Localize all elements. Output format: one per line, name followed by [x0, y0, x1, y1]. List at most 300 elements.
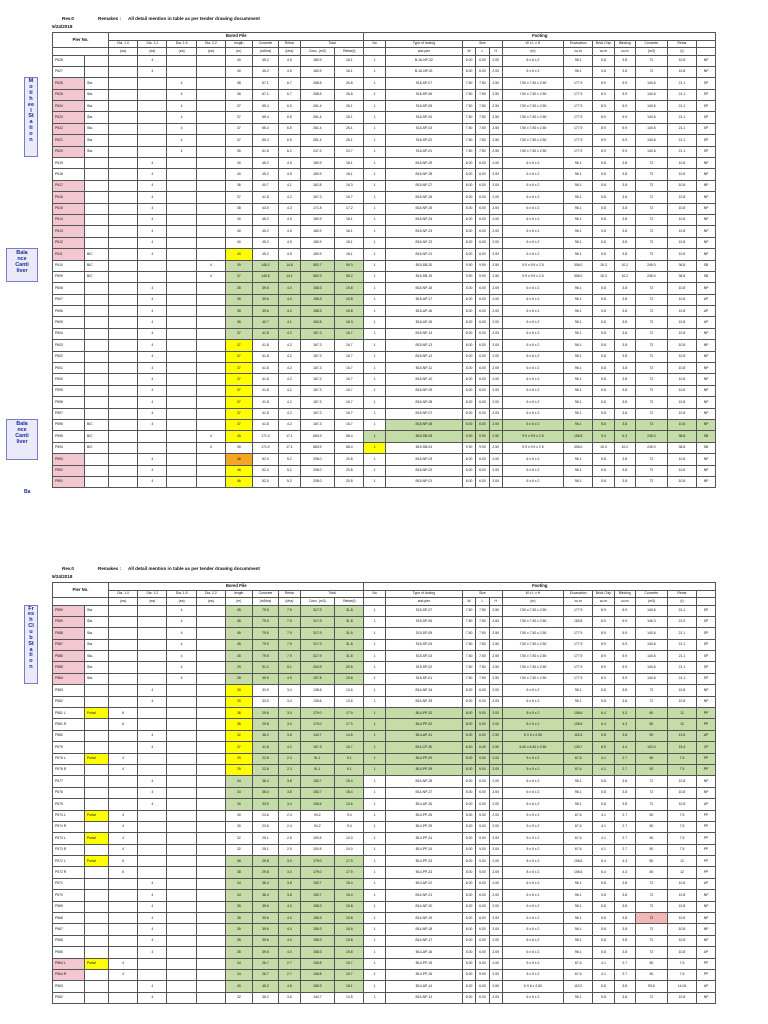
data-cell: 3.8 [279, 787, 300, 798]
data-cell: 2.00 [489, 169, 502, 180]
data-cell: 3.8 [614, 799, 635, 810]
unit-cell: Conc. (m3) [300, 598, 335, 606]
data-cell: 6 x 6 x 2 [502, 169, 563, 180]
data-cell: 2.00 [489, 363, 502, 374]
data-cell: 5.8 [593, 249, 614, 260]
pier-no-header: Pier No. [53, 583, 109, 598]
data-cell: B14-PP-23 [385, 856, 462, 867]
data-cell: 6.00 [462, 294, 475, 305]
pier-id-cell: P581 R [53, 719, 85, 730]
data-cell [108, 431, 137, 442]
data-cell: 16.7 [335, 385, 364, 396]
data-cell: 7.50 [462, 662, 475, 673]
data-cell: 3.8 [614, 249, 635, 260]
data-cell [196, 673, 225, 684]
data-cell: 317.9 [300, 616, 335, 627]
data-cell: 90 [635, 730, 667, 741]
data-cell: SB [697, 442, 716, 453]
data-cell: 5.9 [614, 135, 635, 146]
data-cell: 72 [635, 66, 667, 77]
data-cell: 72 [635, 913, 667, 924]
data-cell: B14-NP-13 [385, 992, 462, 1003]
data-cell: 5 x 5 x 2 [502, 958, 563, 969]
data-cell: 2.7 [614, 810, 635, 821]
data-cell: SP [697, 639, 716, 650]
data-cell: 2.00 [489, 764, 502, 775]
data-cell: 6.00 [476, 799, 489, 810]
pier-id-cell: P615 [53, 203, 85, 214]
data-cell: 3.8 [614, 685, 635, 696]
data-cell: 4.2 [279, 420, 300, 431]
data-cell [108, 742, 137, 753]
data-cell: Sta. [84, 628, 108, 639]
label-fragment: n [29, 136, 33, 143]
data-cell [196, 856, 225, 867]
data-cell: 10.8 [667, 787, 696, 798]
column-header: W x L x H [502, 590, 563, 598]
data-cell: 32 [226, 992, 253, 1003]
data-cell: 10.8 [667, 192, 696, 203]
column-header: Rebar [279, 40, 300, 48]
data-cell: 5.8 [593, 924, 614, 935]
data-cell: 3.8 [614, 913, 635, 924]
data-cell: 2.00 [489, 867, 502, 878]
data-cell: 2.00 [489, 970, 502, 981]
data-cell: 31.8 [335, 651, 364, 662]
data-cell: 119.2 [564, 981, 593, 992]
data-cell: 158.3 [300, 913, 335, 924]
data-cell: NP [697, 913, 716, 924]
data-cell: 183.8 [564, 616, 593, 627]
data-cell: 106.6 [564, 708, 593, 719]
data-cell: S16-SP-05 [385, 101, 462, 112]
data-cell: B/C [84, 431, 108, 442]
data-cell: 6.4 [593, 867, 614, 878]
pier-id-cell: P596 [53, 420, 85, 431]
data-cell: 40.7 [252, 317, 279, 328]
data-cell [167, 844, 196, 855]
table-row [53, 420, 716, 431]
data-cell: 6 x 6 x 2 [502, 992, 563, 1003]
data-cell: 9.90 [462, 442, 475, 453]
data-cell: 6 x 6 x 2 [502, 294, 563, 305]
data-cell: 10.8 [667, 924, 696, 935]
data-cell: 5.00 [476, 719, 489, 730]
table-row [53, 958, 716, 969]
data-cell: 2.00 [489, 374, 502, 385]
data-cell: 16.7 [335, 363, 364, 374]
data-cell: 4 [138, 947, 167, 958]
data-cell: 5.8 [593, 66, 614, 77]
data-cell: 45.2 [252, 55, 279, 66]
data-cell [196, 135, 225, 146]
data-cell [196, 180, 225, 191]
data-cell: 37 [226, 135, 253, 146]
data-cell: 21.1 [667, 78, 696, 89]
data-cell [138, 764, 167, 775]
data-cell: 4 [108, 764, 137, 775]
data-cell: B14-AP-14 [385, 981, 462, 992]
pier-id-cell: P563 [53, 981, 85, 992]
data-cell [167, 306, 196, 317]
data-cell [167, 981, 196, 992]
table-row [53, 833, 716, 844]
data-cell: 39.6 [252, 947, 279, 958]
data-cell: B14-NP-17 [385, 935, 462, 946]
data-cell: Sta. [84, 651, 108, 662]
data-cell: 3.8 [614, 55, 635, 66]
data-cell: 5.9 [614, 673, 635, 684]
footing-header: Footing [364, 33, 716, 41]
data-cell: B15-AP-17 [385, 294, 462, 305]
blank-cell [53, 598, 109, 606]
blank-cell [53, 48, 109, 56]
data-cell: 4 [138, 237, 167, 248]
data-cell: 6.7 [279, 89, 300, 100]
column-header: Type of footing [385, 40, 462, 48]
data-cell: 8.9 [593, 89, 614, 100]
pier-id-cell: P612 [53, 237, 85, 248]
data-cell: PP [697, 958, 716, 969]
data-cell: 140.6 [635, 673, 667, 684]
data-cell: 16.7 [335, 328, 364, 339]
header-row-names [53, 40, 716, 48]
data-cell: 72 [635, 180, 667, 191]
data-cell: 4.2 [279, 374, 300, 385]
data-cell: 5.8 [593, 306, 614, 317]
label-fragment: ti [29, 90, 33, 97]
data-cell [167, 328, 196, 339]
pier-id-cell: P601 [53, 363, 85, 374]
data-cell: 72 [635, 878, 667, 889]
data-cell: 6.00 [476, 935, 489, 946]
data-cell: 8.9 [593, 135, 614, 146]
data-cell: NP [697, 249, 716, 260]
data-cell: 4 [138, 328, 167, 339]
data-cell: 1 [364, 924, 385, 935]
data-cell: 18.1 [335, 214, 364, 225]
data-cell: 40 [226, 226, 253, 237]
data-cell: 19.8 [335, 673, 364, 684]
data-cell: 2.00 [489, 685, 502, 696]
data-cell: 3.8 [614, 66, 635, 77]
data-cell: 167.3 [300, 742, 335, 753]
data-cell: 7.50 [462, 78, 475, 89]
data-cell: PP [697, 844, 716, 855]
data-cell [84, 180, 108, 191]
data-cell: 1 [364, 158, 385, 169]
data-cell: 9.4 [335, 810, 364, 821]
data-cell: 1 [364, 123, 385, 134]
data-cell: 6.00 [476, 696, 489, 707]
data-cell: 140.6 [635, 605, 667, 616]
data-cell [167, 730, 196, 741]
data-cell: 4 [138, 924, 167, 935]
data-cell: 2.00 [489, 317, 502, 328]
data-cell: 50 [635, 753, 667, 764]
data-cell: Sta. [84, 616, 108, 627]
label-fragment: ti [29, 652, 33, 659]
data-cell: 16.7 [335, 742, 364, 753]
data-cell [196, 237, 225, 248]
unit-cell [697, 598, 716, 606]
data-cell: 79.5 [252, 639, 279, 650]
data-cell: 10.0 [335, 844, 364, 855]
pier-id-cell: P574 R [53, 821, 85, 832]
data-cell: 6.00 [476, 55, 489, 66]
data-cell: 1 [364, 856, 385, 867]
data-cell [108, 454, 137, 465]
data-cell: 4 [138, 55, 167, 66]
data-cell [196, 719, 225, 730]
data-cell: 41.8 [252, 408, 279, 419]
data-cell [84, 169, 108, 180]
data-cell: 96.1 [564, 913, 593, 924]
data-cell [196, 924, 225, 935]
data-cell: 5.8 [593, 226, 614, 237]
data-cell: 2.00 [489, 454, 502, 465]
pier-id-cell: P570 [53, 890, 85, 901]
data-cell: 72 [635, 294, 667, 305]
data-cell: 2.50 [489, 639, 502, 650]
data-cell: 2.00 [489, 283, 502, 294]
station-side-label [24, 77, 38, 157]
data-cell: 79.5 [252, 628, 279, 639]
data-cell: 72 [635, 454, 667, 465]
pier-id-cell: P578 L [53, 753, 85, 764]
data-cell: 67.6 [564, 844, 593, 855]
data-cell: 158.3 [300, 947, 335, 958]
data-cell: 6.00 [476, 924, 489, 935]
pier-id-cell: P590 [53, 605, 85, 616]
data-cell: 6.00 [476, 476, 489, 487]
data-cell: 1 [364, 981, 385, 992]
table-row [53, 616, 716, 627]
data-cell: 67.6 [564, 833, 593, 844]
pier-id-cell: P621 [53, 135, 85, 146]
data-cell: 6.5 [279, 123, 300, 134]
data-cell: 35 [226, 947, 253, 958]
column-header-size: Size [462, 590, 502, 598]
data-cell [196, 764, 225, 775]
table-row [53, 719, 716, 730]
data-cell [108, 799, 137, 810]
pier-id-cell: P572 L [53, 856, 85, 867]
data-cell: 34 [226, 890, 253, 901]
data-cell: 179.0 [300, 708, 335, 719]
data-cell: 2.00 [489, 878, 502, 889]
data-cell: 6.3 [614, 431, 635, 442]
data-cell: 1 [364, 844, 385, 855]
data-cell: 10.8 [667, 696, 696, 707]
data-cell: 41.8 [252, 192, 279, 203]
data-cell [84, 935, 108, 946]
data-cell: 1 [364, 385, 385, 396]
data-cell: 5.8 [593, 878, 614, 889]
pier-id-cell: P589 [53, 616, 85, 627]
data-cell: 38 [226, 867, 253, 878]
data-cell: 6.5 [279, 112, 300, 123]
data-cell: 96.1 [564, 924, 593, 935]
data-cell: 6 x 6 x 2 [502, 180, 563, 191]
data-cell: NP [697, 66, 716, 77]
data-cell: 94.2 [300, 821, 335, 832]
data-cell [108, 203, 137, 214]
data-cell [84, 844, 108, 855]
data-cell: 2.50 [489, 112, 502, 123]
data-cell: 50 [635, 970, 667, 981]
unit-cell: cu.m [593, 48, 614, 56]
data-cell: 1 [364, 730, 385, 741]
data-cell: 96.1 [564, 169, 593, 180]
table-row [53, 924, 716, 935]
data-cell [138, 810, 167, 821]
table-row [53, 867, 716, 878]
data-cell: 1 [364, 306, 385, 317]
data-cell: 40 [226, 169, 253, 180]
data-cell [167, 442, 196, 453]
data-cell: NP [697, 363, 716, 374]
data-cell [196, 605, 225, 616]
data-cell: 1 [364, 146, 385, 157]
data-cell: 20.8 [335, 465, 364, 476]
data-cell: 1 [364, 639, 385, 650]
data-cell: 4.5 [279, 237, 300, 248]
data-cell: 4 [167, 639, 196, 650]
table-row [53, 294, 716, 305]
table-row [53, 856, 716, 867]
data-cell: 18.1 [335, 158, 364, 169]
data-cell [167, 856, 196, 867]
data-cell [84, 764, 108, 775]
data-cell: 96.1 [564, 685, 593, 696]
data-cell: 177.9 [564, 135, 593, 146]
data-cell: 79.5 [252, 651, 279, 662]
data-cell: 10.8 [667, 465, 696, 476]
data-cell: 21.1 [667, 605, 696, 616]
data-cell: 40.7 [252, 180, 279, 191]
label-fragment: o [29, 84, 33, 91]
data-cell: 4.3 [614, 708, 635, 719]
data-cell: 3.8 [614, 420, 635, 431]
data-cell: 2.00 [489, 776, 502, 787]
data-cell: 65.4 [252, 135, 279, 146]
data-cell: 6 x 6 x 2 [502, 685, 563, 696]
data-cell: 4 [167, 651, 196, 662]
data-cell: 93.6 [635, 981, 667, 992]
data-cell [196, 351, 225, 362]
data-cell [84, 465, 108, 476]
data-cell: 34 [226, 958, 253, 969]
data-cell: SP [697, 146, 716, 157]
data-cell: 4 [138, 742, 167, 753]
data-cell: 1 [364, 169, 385, 180]
data-cell: S16-SP-06 [385, 89, 462, 100]
data-cell: 9.4 [335, 821, 364, 832]
data-cell: 17.1 [279, 442, 300, 453]
data-cell: 26.8 [335, 78, 364, 89]
data-cell: 4 [138, 890, 167, 901]
pier-id-cell: P573 R [53, 844, 85, 855]
data-cell: 7.50 x 7.50 x 2.50 [502, 628, 563, 639]
data-cell [196, 283, 225, 294]
data-cell [84, 821, 108, 832]
data-cell: 7.5 [667, 844, 696, 855]
data-cell: 6.00 [476, 294, 489, 305]
data-cell: 3.8 [614, 935, 635, 946]
data-cell [108, 351, 137, 362]
data-cell: 2.00 [489, 351, 502, 362]
data-cell: NP [697, 420, 716, 431]
data-cell: S15-SP-03 [385, 651, 462, 662]
pier-id-cell: P582 [53, 696, 85, 707]
data-cell: 67.6 [564, 958, 593, 969]
data-cell: 2.00 [489, 203, 502, 214]
pier-id-cell: P594 [53, 442, 85, 453]
data-cell: 56.2 [335, 271, 364, 282]
pier-id-cell: P600 [53, 374, 85, 385]
data-cell [167, 787, 196, 798]
data-cell [108, 260, 137, 271]
data-cell: 6.40 [476, 742, 489, 753]
data-cell: 1 [364, 408, 385, 419]
pier-id-cell: P595 [53, 431, 85, 442]
data-cell: NP [697, 397, 716, 408]
data-cell: 6.00 [462, 397, 475, 408]
data-cell: 15.3 [593, 260, 614, 271]
data-cell: 10.2 [614, 260, 635, 271]
table-row [53, 753, 716, 764]
data-cell: S16-SP-03 [385, 123, 462, 134]
data-cell [196, 867, 225, 878]
data-cell: 3.8 [614, 374, 635, 385]
data-cell: 5.8 [593, 901, 614, 912]
data-cell: 36.8 [667, 260, 696, 271]
data-cell: 1 [364, 101, 385, 112]
revision-label: Rev.0 [62, 566, 74, 571]
data-cell: 51.2 [252, 662, 279, 673]
data-cell: 4 [138, 901, 167, 912]
data-cell: 6 X 6 x 2.50 [502, 730, 563, 741]
label-fragment: Canti [15, 262, 29, 269]
data-cell [108, 442, 137, 453]
header-row-names [53, 590, 716, 598]
data-cell: 5.00 [462, 821, 475, 832]
data-cell: B15-NP-27 [385, 180, 462, 191]
data-cell: 15.8 [335, 306, 364, 317]
data-cell: 3.8 [614, 981, 635, 992]
data-cell: 6.00 [462, 66, 475, 77]
data-cell [167, 799, 196, 810]
data-cell: B15-NP-01 [385, 476, 462, 487]
data-cell: 96.1 [564, 203, 593, 214]
label-fragment: es [27, 611, 35, 618]
data-cell: 8.9 [593, 78, 614, 89]
data-cell [84, 685, 108, 696]
data-cell: 6.00 [476, 363, 489, 374]
data-cell: S15-SP-05 [385, 628, 462, 639]
data-cell: 8.9 [593, 101, 614, 112]
data-cell: B-16-NP-01 [385, 66, 462, 77]
table-row [53, 476, 716, 487]
data-cell: 26.7 [252, 970, 279, 981]
data-cell: 6.00 [462, 787, 475, 798]
data-cell: 4 [138, 294, 167, 305]
data-cell [108, 89, 137, 100]
data-cell: 2.00 [489, 340, 502, 351]
data-cell: 39 [226, 260, 253, 271]
data-cell: 1 [364, 821, 385, 832]
